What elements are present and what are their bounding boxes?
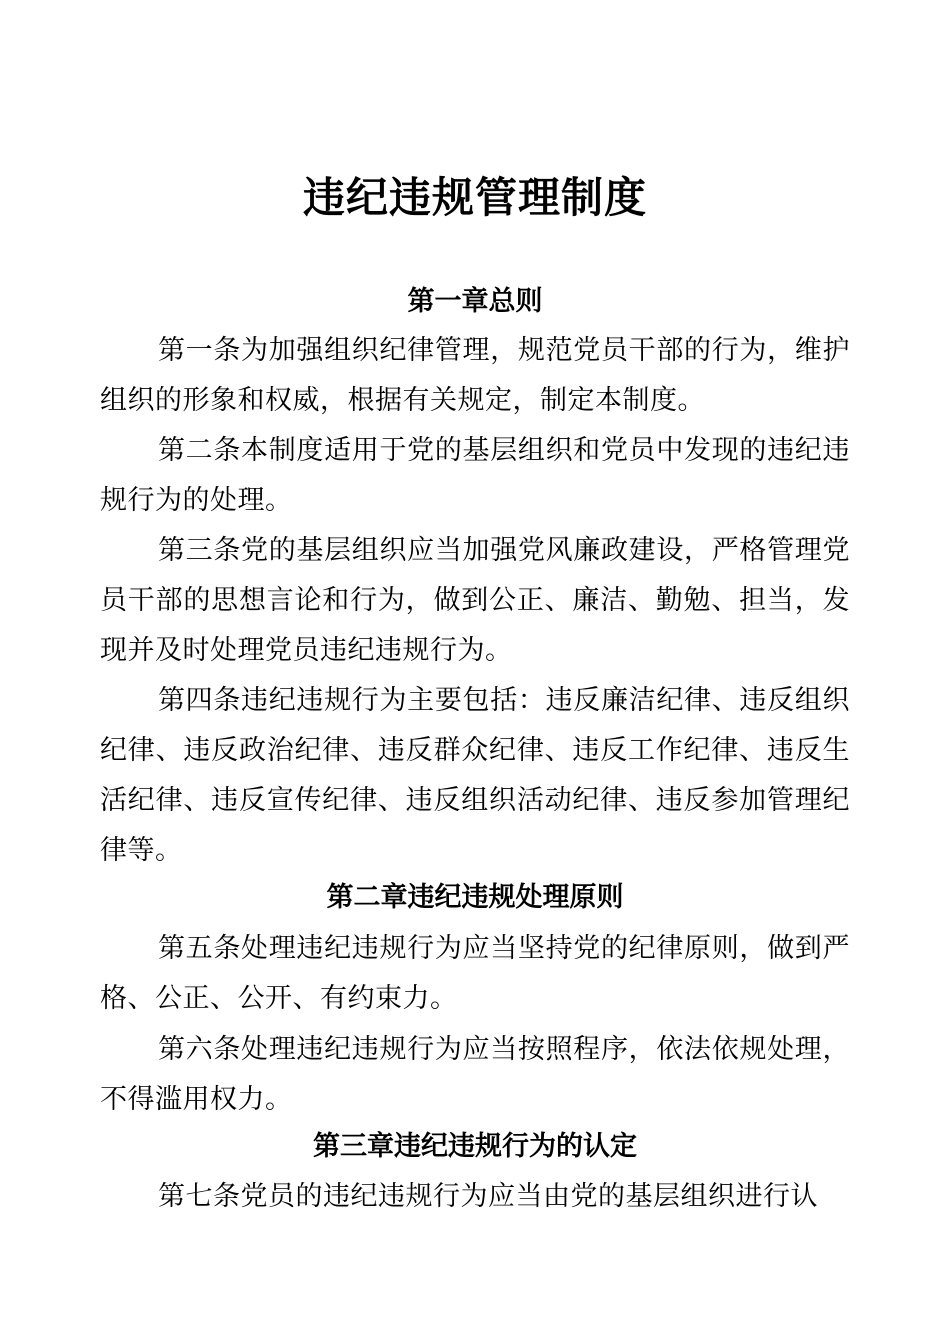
chapter-heading-2: 第二章违纪违规处理原则: [326, 882, 624, 913]
article-4: 第四条违纪违规行为主要包括：违反廉洁纪律、违反组织纪律、违反政治纪律、违反群众纪律、违反工作纪律、违反生活纪律、违反宣传纪律、违反组织活动纪律、违反参加管理纪律等。: [100, 685, 850, 866]
article-1: 第一条为加强组织纪律管理，规范党员干部的行为，维护组织的形象和权威，根据有关规定，制定本制度。: [100, 335, 850, 416]
article-6: 第六条处理违纪违规行为应当按照程序，依法依规处理，不得滥用权力。: [100, 1034, 850, 1115]
chapter-heading-1: 第一章总则: [407, 286, 543, 317]
document-title: 违纪违规管理制度: [302, 173, 647, 222]
chapter-heading-3: 第三章违纪违规行为的认定: [313, 1131, 637, 1162]
article-5: 第五条处理违纪违规行为应当坚持党的纪律原则，做到严格、公正、公开、有约束力。: [100, 933, 850, 1014]
article-2: 第二条本制度适用于党的基层组织和党员中发现的违纪违规行为的处理。: [100, 435, 850, 516]
article-7: 第七条党员的违纪违规行为应当由党的基层组织进行认: [158, 1181, 818, 1212]
article-3: 第三条党的基层组织应当加强党风廉政建设，严格管理党员干部的思想言论和行为，做到公正、廉洁、勤勉、担当，发现并及时处理党员违纪违规行为。: [100, 535, 850, 666]
